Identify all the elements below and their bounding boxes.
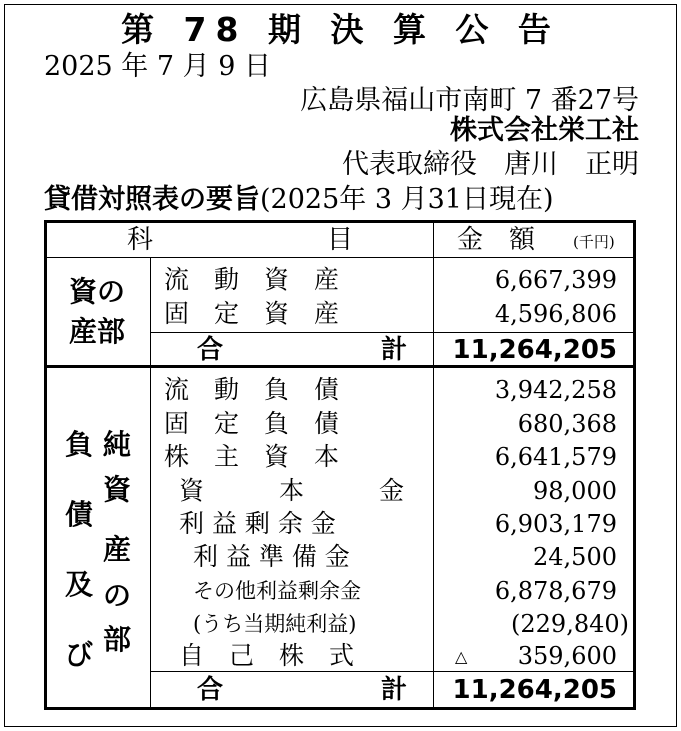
heading-sub: (2025年 3 月31日現在) [260, 184, 554, 215]
header-amount: 金 額 [457, 225, 536, 255]
liab-row-label: 自 己 株 式 [179, 641, 355, 670]
assets-side-label-2: 産部 [69, 315, 126, 348]
section-heading [44, 183, 553, 217]
liab-row-value: 6,641,579 [494, 443, 617, 471]
assets-total-label-2: 計 [381, 335, 408, 365]
asset-row-label: 固 定 資 産 [164, 299, 340, 328]
liab-row-label: 株 主 資 本 [164, 442, 340, 471]
liab-row-value: (229,840) [511, 610, 629, 638]
liab-total-label-2: 計 [381, 675, 408, 705]
company-name: 株式会社栄工社 [450, 115, 639, 146]
liab-row-label: 固 定 負 債 [164, 409, 340, 438]
company-address: 広島県福山市南町 7 番27号 [300, 85, 639, 116]
liab-total-value: 11,264,205 [452, 675, 617, 705]
balance-sheet-table [44, 220, 636, 710]
liab-side-char: び [65, 638, 94, 671]
liab-side-char: 債 [65, 498, 94, 531]
liab-row-label: 利 益 剰 余 金 [179, 509, 336, 538]
assets-total-label-1: 合 [197, 335, 224, 365]
liab-row-label: その他利益剰余金 [193, 579, 361, 603]
liab-row-value: 6,903,179 [494, 510, 617, 538]
asset-row-label: 流 動 資 産 [164, 265, 340, 294]
liab-row-label: 流 動 負 債 [164, 375, 340, 404]
liab-side-char: 負 [65, 428, 94, 461]
liab-total-line [150, 671, 633, 672]
side-divider [150, 257, 151, 707]
liab-row-label: 利 益 準 備 金 [193, 542, 350, 571]
liab-row-value: 3,942,258 [494, 376, 617, 404]
representative: 代表取締役 唐川 正明 [342, 149, 639, 180]
assets-side-label-1: 資の [69, 275, 126, 308]
liab-side-char: 純 [103, 428, 132, 461]
liab-row-value: 98,000 [533, 477, 617, 505]
liab-row-value: 359,600 [517, 642, 617, 670]
assets-total-value: 11,264,205 [452, 335, 617, 365]
liab-row-label: 資 本 金 [179, 476, 405, 505]
liab-row-value: 680,368 [517, 410, 617, 438]
liab-side-char: 部 [103, 623, 132, 656]
liab-side-char: の [103, 579, 132, 612]
liab-side-char: 資 [103, 473, 132, 506]
liab-row-value: 6,878,679 [494, 577, 617, 605]
page-title: 第 78 期 決 算 公 告 [121, 10, 560, 49]
amount-divider [433, 223, 434, 707]
liab-total-label-1: 合 [197, 675, 224, 705]
notice-date: 2025 年 7 月 9 日 [44, 51, 271, 82]
heading-main: 貸借対照表の要旨 [44, 184, 260, 215]
asset-row-value: 4,596,806 [494, 300, 617, 328]
header-line [47, 257, 633, 258]
treasury-triangle-mark: △ [455, 647, 468, 666]
liab-row-label: (うち当期純利益) [193, 612, 357, 636]
liab-side-char: 産 [103, 533, 132, 566]
header-unit: (千円) [573, 233, 615, 251]
asset-row-value: 6,667,399 [494, 266, 617, 294]
header-subject-1: 科 [127, 225, 154, 255]
liab-side-char: 及 [65, 568, 94, 601]
header-subject-2: 目 [327, 225, 354, 255]
liab-row-value: 24,500 [533, 543, 617, 571]
